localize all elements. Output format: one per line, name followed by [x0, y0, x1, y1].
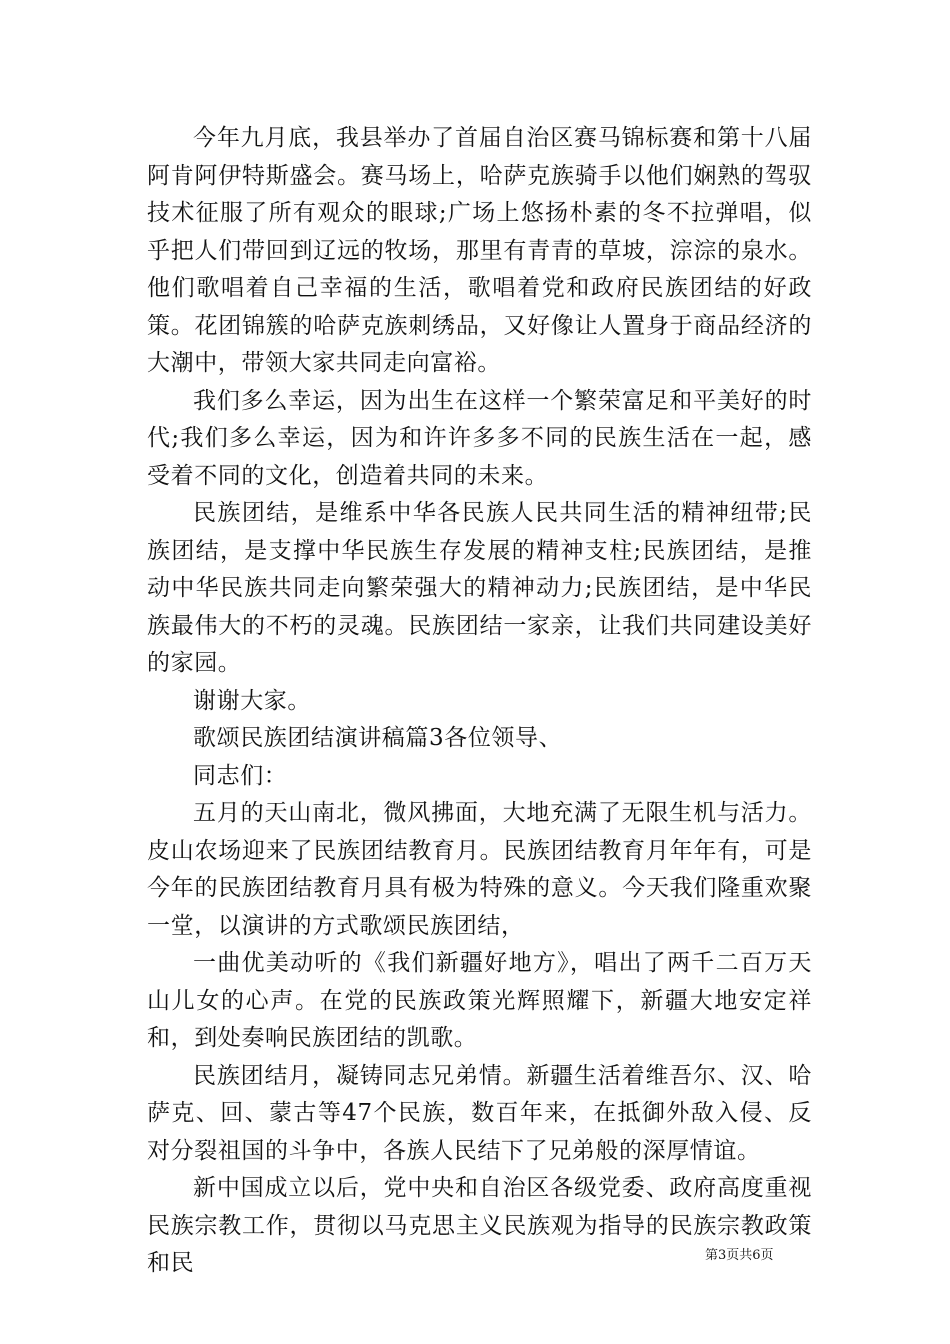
paragraph-2: 我们多么幸运，因为出生在这样一个繁荣富足和平美好的时代;我们多么幸运，因为和许许多多不同的民族生活在一起，感受着不同的文化，创造着共同的未来。 [147, 387, 812, 489]
paragraph-9: 民族团结月，凝铸同志兄弟情。新疆生活着维吾尔、汉、哈萨克、回、蒙古等47个民族，数百年来，在抵御外敌入侵、反对分裂祖国的斗争中，各族人民结下了兄弟般的深厚情谊。 [147, 1062, 812, 1164]
body-text [147, 120, 812, 1283]
paragraph-1: 今年九月底，我县举办了首届自治区赛马锦标赛和第十八届阿肯阿伊特斯盛会。赛马场上，哈萨克族骑手以他们娴熟的驾驭技术征服了所有观众的眼球;广场上悠扬朴素的冬不拉弹唱，似乎把人们带回到辽远的牧场，那里有青青的草坡，淙淙的泉水。他们歌唱着自己幸福的生活，歌唱着党和政府民族团结的好政策。花团锦簇的哈萨克族刺绣品，又好像让人置身于商品经济的大潮中，带领大家共同走向富裕。 [147, 125, 812, 376]
page-number: 第3页共6页 [705, 1248, 774, 1263]
paragraph-4: 谢谢大家。 [193, 687, 311, 714]
paragraph-10: 新中国成立以后，党中央和自治区各级党委、政府高度重视民族宗教工作，贯彻以马克思主义民族观为指导的民族宗教政策和民 [147, 1175, 812, 1276]
paragraph-8: 一曲优美动听的《我们新疆好地方》，唱出了两千二百万天山儿女的心声。在党的民族政策光辉照耀下，新疆大地安定祥和，到处奏响民族团结的凯歌。 [147, 950, 812, 1051]
paragraph-3: 民族团结，是维系中华各民族人民共同生活的精神纽带;民族团结，是支撑中华民族生存发展的精神支柱;民族团结，是推动中华民族共同走向繁荣强大的精神动力;民族团结，是中华民族最伟大的不朽的灵魂。民族团结一家亲，让我们共同建设美好的家园。 [147, 500, 812, 676]
paragraph-6: 同志们： [193, 762, 288, 789]
paragraph-5: 歌颂民族团结演讲稿篇3各位领导、 [193, 725, 563, 751]
paragraph-7: 五月的天山南北，微风拂面，大地充满了无限生机与活力。皮山农场迎来了民族团结教育月。民族团结教育月年年有，可是今年的民族团结教育月具有极为特殊的意义。今天我们隆重欢聚一堂，以演讲的方式歌颂民族团结， [147, 800, 812, 939]
